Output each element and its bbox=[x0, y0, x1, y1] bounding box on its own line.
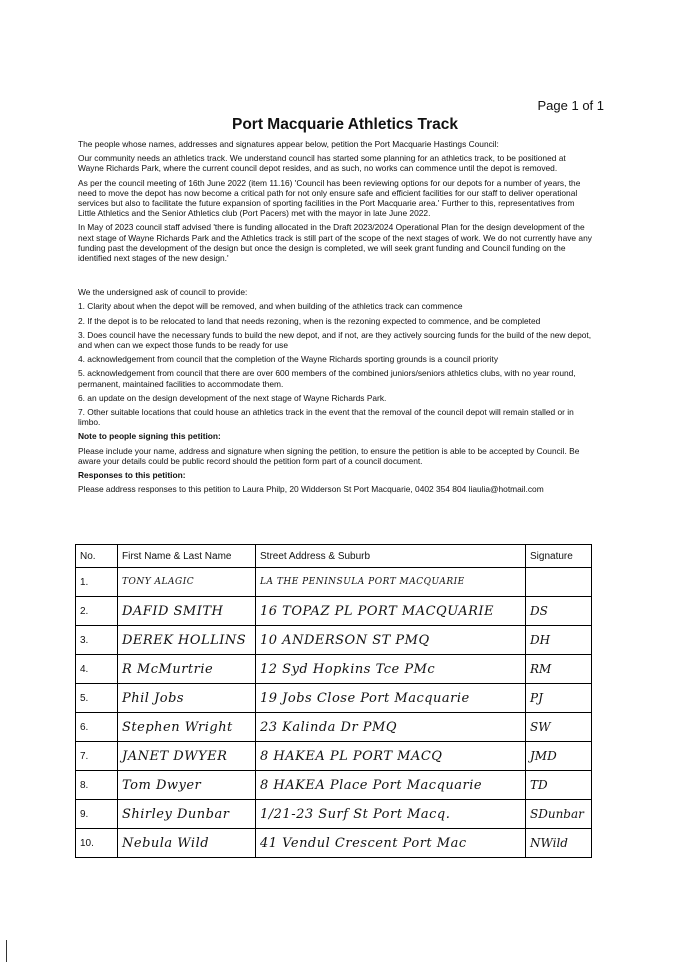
row-number: 8. bbox=[76, 771, 118, 800]
row-signature: SDunbar bbox=[526, 800, 592, 829]
row-address: 10 ANDERSON ST PMQ bbox=[256, 626, 526, 655]
row-address: 1/21-23 Surf St Port Macq. bbox=[256, 800, 526, 829]
ask-item: 4. acknowledgement from council that the completion of the Wayne Richards sporting grounds is a council priority bbox=[78, 354, 499, 365]
table-row bbox=[76, 626, 592, 655]
table-row bbox=[76, 713, 592, 742]
ask-heading: We the undersigned ask of council to provide: bbox=[78, 287, 248, 298]
table-row bbox=[76, 771, 592, 800]
header-address: Street Address & Suburb bbox=[256, 545, 526, 568]
petition-body bbox=[78, 139, 592, 498]
row-name: TONY ALAGIC bbox=[118, 568, 256, 597]
row-name: Phil Jobs bbox=[118, 684, 256, 713]
row-signature: NWild bbox=[526, 829, 592, 858]
row-name: R McMurtrie bbox=[118, 655, 256, 684]
table-row bbox=[76, 800, 592, 829]
ask-item: 3. Does council have the necessary funds to build the new depot, and if not, are they actively sourcing funds for the build of the new depot, and when can we expect those funds to be ready for use bbox=[78, 329, 592, 351]
ask-item: 2. If the depot is to be relocated to land that needs rezoning, when is the rezoning expected to commence, and be completed bbox=[78, 315, 541, 326]
row-name: JANET DWYER bbox=[118, 742, 256, 771]
row-signature: DS bbox=[526, 597, 592, 626]
row-name: Stephen Wright bbox=[118, 713, 256, 742]
note-text: Please include your name, address and signature when signing the petition, to ensure the petition is able to be accepted by Council. Be aware your details could be public record should the petition form part of a council document. bbox=[78, 445, 580, 466]
table-row bbox=[76, 684, 592, 713]
paragraph-3: In May of 2023 council staff advised 'there is funding allocated in the Draft 2023/2024 Operational Plan for the design development of the next stage of Wayne Richards Park and the Athletics track is still part of the scope of the next stages of work. We do not currently have any funding past the development of the design but once the design is completed, we will seek grant funding and Council funding on the identified next stages of the new design.' bbox=[78, 222, 592, 264]
row-number: 2. bbox=[76, 597, 118, 626]
table-header-row bbox=[76, 545, 592, 568]
row-name: Nebula Wild bbox=[118, 829, 256, 858]
row-address: 8 HAKEA PL PORT MACQ bbox=[256, 742, 526, 771]
row-address: LA THE PENINSULA PORT MACQUARIE bbox=[256, 568, 526, 597]
row-signature: DH bbox=[526, 626, 592, 655]
row-address: 19 Jobs Close Port Macquarie bbox=[256, 684, 526, 713]
responses-text: Please address responses to this petition to Laura Philp, 20 Widderson St Port Macquarie, 0402 354 804 liaulia@hotmail.com bbox=[78, 484, 544, 495]
row-number: 5. bbox=[76, 684, 118, 713]
row-signature: JMD bbox=[526, 742, 592, 771]
row-address: 12 Syd Hopkins Tce PMc bbox=[256, 655, 526, 684]
table-row bbox=[76, 742, 592, 771]
table-row bbox=[76, 829, 592, 858]
responses-heading: Responses to this petition: bbox=[78, 470, 186, 481]
row-number: 1. bbox=[76, 568, 118, 597]
table-row bbox=[76, 568, 592, 597]
row-number: 7. bbox=[76, 742, 118, 771]
table-row bbox=[76, 655, 592, 684]
ask-item: 5. acknowledgement from council that there are over 600 members of the combined juniors/seniors athletics clubs, with no year round, permanent, maintained facilities to accommodate them. bbox=[78, 368, 576, 389]
row-signature: RM bbox=[526, 655, 592, 684]
row-number: 6. bbox=[76, 713, 118, 742]
ask-item: 1. Clarity about when the depot will be removed, and when building of the athletics track can commence bbox=[78, 301, 463, 312]
row-name: DEREK HOLLINS bbox=[118, 626, 256, 655]
signature-table bbox=[75, 544, 592, 858]
header-signature: Signature bbox=[526, 545, 592, 568]
row-signature: PJ bbox=[526, 684, 592, 713]
row-number: 4. bbox=[76, 655, 118, 684]
row-name: Tom Dwyer bbox=[118, 771, 256, 800]
ask-item: 7. Other suitable locations that could house an athletics track in the event that the removal of the council depot will remain stalled or in limbo. bbox=[78, 407, 574, 428]
row-name: Shirley Dunbar bbox=[118, 800, 256, 829]
table-row bbox=[76, 597, 592, 626]
row-name: DAFID SMITH bbox=[118, 597, 256, 626]
row-number: 9. bbox=[76, 800, 118, 829]
row-address: 23 Kalinda Dr PMQ bbox=[256, 713, 526, 742]
paragraph-2: As per the council meeting of 16th June 2022 (item 11.16) 'Council has been reviewing options for our depots for a number of years, the need to move the depot has now become a critical path for not only ensure safe and efficient facilities for our staff to deliver operational services but also to facilitate the future expansion of sporting facilities in the Port Macquarie area.' Further to this, representatives from Little Athletics and the Senior Athletics club (Port Pacers) met with the mayor in late June 2022. bbox=[78, 177, 581, 219]
intro-text: The people whose names, addresses and signatures appear below, petition the Port Macquarie Hastings Council: bbox=[78, 139, 499, 149]
row-signature bbox=[526, 568, 592, 597]
row-signature: TD bbox=[526, 771, 592, 800]
ask-item: 6. an update on the design development of the next stage of Wayne Richards Park. bbox=[78, 392, 387, 403]
row-number: 3. bbox=[76, 626, 118, 655]
page-number: Page 1 of 1 bbox=[537, 98, 604, 113]
row-address: 16 TOPAZ PL PORT MACQUARIE bbox=[256, 597, 526, 626]
note-heading: Note to people signing this petition: bbox=[78, 431, 221, 442]
row-number: 10. bbox=[76, 829, 118, 858]
margin-mark bbox=[6, 940, 7, 962]
row-signature: SW bbox=[526, 713, 592, 742]
row-address: 41 Vendul Crescent Port Mac bbox=[256, 829, 526, 858]
document-title: Port Macquarie Athletics Track bbox=[232, 116, 458, 133]
row-address: 8 HAKEA Place Port Macquarie bbox=[256, 771, 526, 800]
header-name: First Name & Last Name bbox=[118, 545, 256, 568]
paragraph-1: Our community needs an athletics track. We understand council has started some planning for an athletics track, to be positioned at Wayne Richards Park, where the current council depot resides, and as such, no works can commence until the depot is removed. bbox=[78, 153, 566, 174]
header-no: No. bbox=[76, 545, 118, 568]
